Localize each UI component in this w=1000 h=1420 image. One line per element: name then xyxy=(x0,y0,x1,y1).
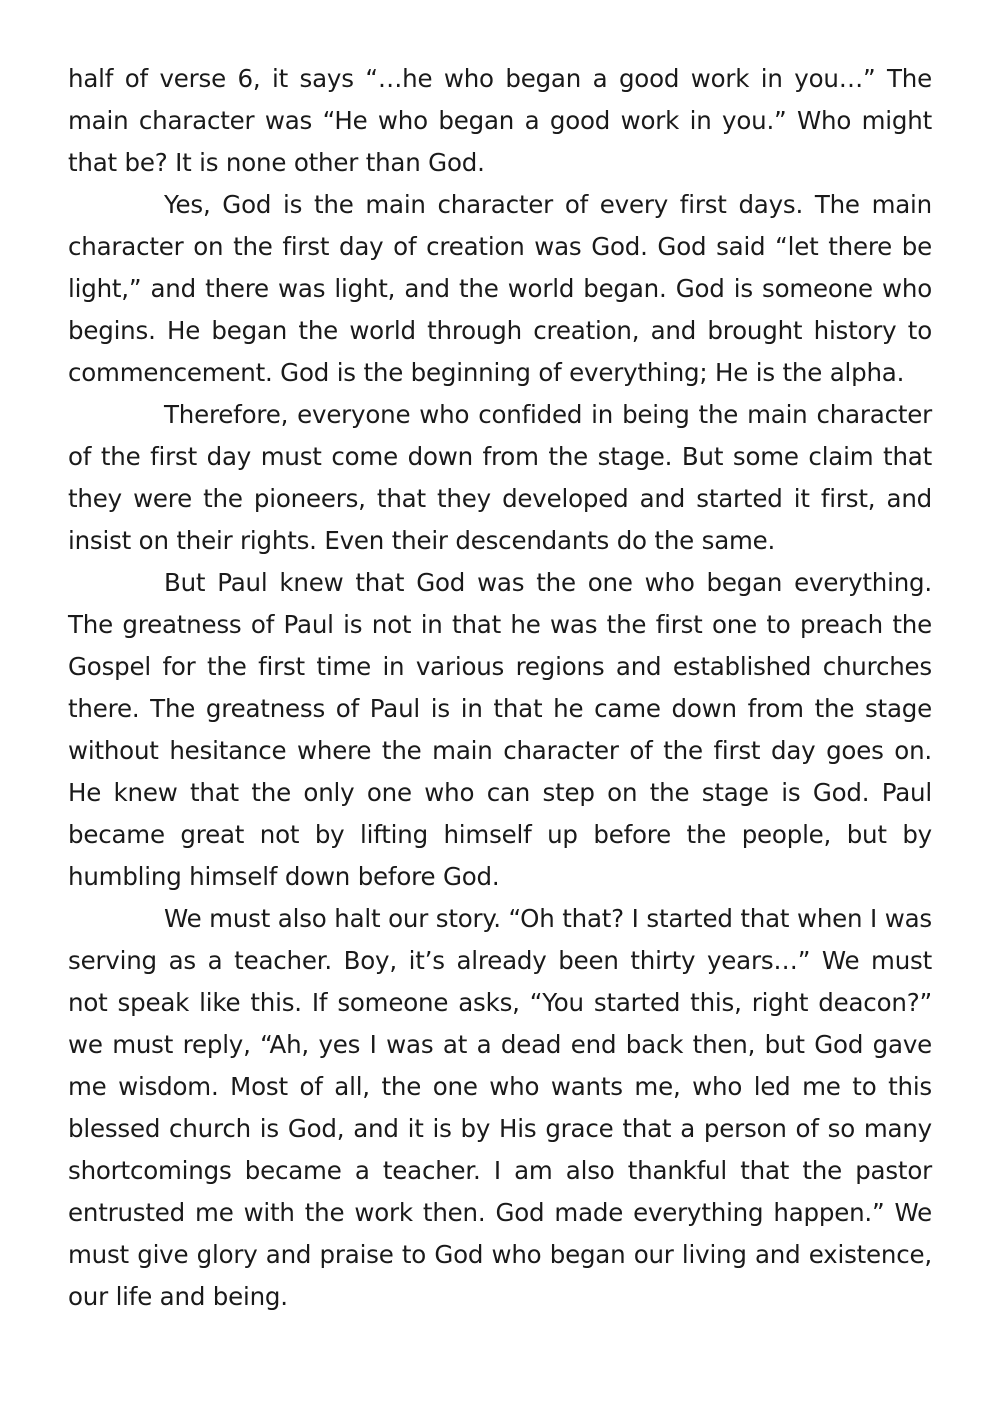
document-page xyxy=(68,58,932,1318)
paragraph-4: But Paul knew that God was the one who began everything. The greatness of Paul is not in that he was the first one to preach the Gospel for the first time in various regions and established churches there. The greatness of Paul is in that he came down from the stage without hesitance where the main character of the first day goes on. He knew that the only one who can step on the stage is God. Paul became great not by lifting himself up before the people, but by humbling himself down before God. xyxy=(68,568,932,891)
paragraph-1: half of verse 6, it says “…he who began a good work in you…” The main character was “He who began a good work in you.” Who might that be? It is none other than God. xyxy=(68,64,932,177)
paragraph-5: We must also halt our story. “Oh that? I started that when I was serving as a teacher. Boy, it’s already been thirty years…” We must not speak like this. If someone asks, “You started this, right deacon?” we must reply, “Ah, yes I was at a dead end back then, but God gave me wisdom. Most of all, the one who wants me, who led me to this blessed church is God, and it is by His grace that a person of so many shortcomings became a teacher. I am also thankful that the pastor entrusted me with the work then. God made everything happen.” We must give glory and praise to God who began our living and existence, our life and being. xyxy=(68,904,932,1311)
paragraph-2: Yes, God is the main character of every first days. The main character on the first day of creation was God. God said “let there be light,” and there was light, and the world began. God is someone who begins. He began the world through creation, and brought history to commencement. God is the beginning of everything; He is the alpha. xyxy=(68,190,932,387)
paragraph-3: Therefore, everyone who confided in being the main character of the first day must come down from the stage. But some claim that they were the pioneers, that they developed and started it first, and insist on their rights. Even their descendants do the same. xyxy=(68,400,932,555)
